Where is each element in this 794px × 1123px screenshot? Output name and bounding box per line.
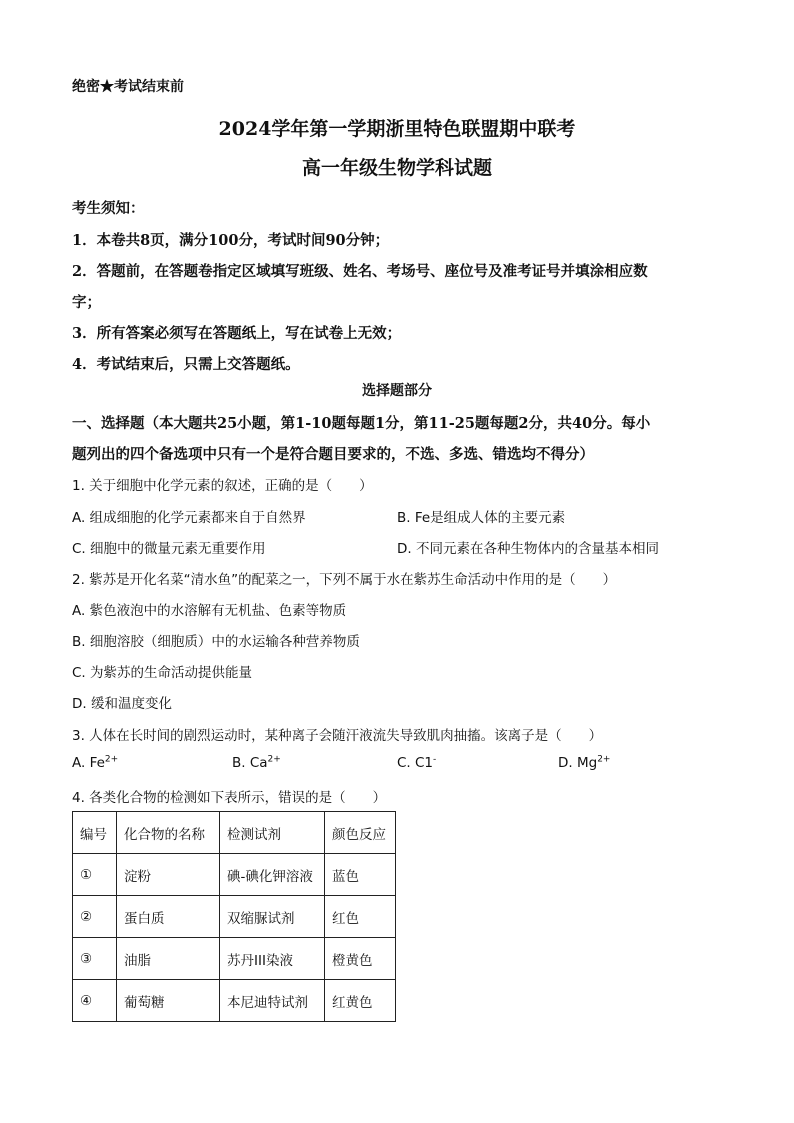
question-3-option-a [72,755,118,771]
table-cell: 碘-碘化钾溶液 [220,854,325,896]
table-cell: 蛋白质 [117,896,220,938]
question-2-option-a: A. 紫色液泡中的水溶解有无机盐、色素等物质 [72,603,347,619]
confidentiality-mark: 绝密★考试结束前 [72,79,184,95]
ion-charge: 2+ [267,754,281,765]
question-3-stem: 3. 人体在长时间的剧烈运动时，某种离子会随汗液流失导致肌肉抽搐。该离子是（ ） [72,728,603,744]
table-cell: 橙黄色 [325,938,396,980]
exam-title: 2024学年第一学期浙里特色联盟期中联考 [218,118,576,140]
option-text: A. Fe [72,755,105,771]
option-text: B. Ca [232,755,268,771]
question-1-option-d: D. 不同元素在各种生物体内的含量基本相同 [397,541,659,557]
option-text: D. Mg [558,755,598,771]
question-3-option-d [558,755,610,771]
table-cell: ① [73,854,117,896]
ion-charge: 2+ [597,754,611,765]
table-cell: ③ [73,938,117,980]
table-cell: 红色 [325,896,396,938]
notice-item: 2．答题前，在答题卷指定区域填写班级、姓名、考场号、座位号及准考证号并填涂相应数 [72,263,648,280]
table-cell: 红黄色 [325,980,396,1022]
ion-charge: 2+ [104,754,119,765]
exam-subtitle: 高一年级生物学科试题 [301,157,492,179]
question-2-option-b: B. 细胞溶胶（细胞质）中的水运输各种营养物质 [72,634,360,650]
question-4-stem: 4. 各类化合物的检测如下表所示，错误的是（ ） [72,790,387,806]
section-instruction: 题列出的四个备选项中只有一个是符合题目要求的，不选、多选、错选均不得分） [72,446,594,463]
table-row [73,896,396,938]
table-header-row [73,812,396,854]
notice-heading: 考生须知： [72,200,145,217]
question-2-option-d: D. 缓和温度变化 [72,696,172,712]
table-cell: 淀粉 [117,854,220,896]
question-1-option-a: A. 组成细胞的化学元素都来自于自然界 [72,510,306,526]
notice-item: 4．考试结束后，只需上交答题纸。 [72,356,300,373]
table-header-cell: 检测试剂 [220,812,325,854]
table-cell: 本尼迪特试剂 [220,980,325,1022]
ion-charge: - [433,754,437,765]
option-text: C. C1 [397,755,434,771]
notice-item: 1．本卷共8页，满分100分，考试时间90分钟； [72,232,390,249]
table-header-cell: 化合物的名称 [117,812,220,854]
question-2-stem: 2. 紫苏是开化名菜“清水鱼”的配菜之一，下列不属于水在紫苏生命活动中作用的是（ ） [72,572,617,588]
table-cell: 蓝色 [325,854,396,896]
table-cell: 苏丹III染液 [220,938,325,980]
question-1-option-b: B. Fe是组成人体的主要元素 [397,510,566,526]
detection-table [72,811,396,1022]
question-3-option-b [232,755,281,771]
table-cell: 油脂 [117,938,220,980]
notice-item: 3．所有答案必须写在答题纸上，写在试卷上无效； [72,325,402,342]
question-1-option-c: C. 细胞中的微量元素无重要作用 [72,541,266,557]
table-row [73,938,396,980]
table-cell: 葡萄糖 [117,980,220,1022]
table-cell: ④ [73,980,117,1022]
section-instruction: 一、选择题（本大题共25小题，第1-10题每题1分，第11-25题每题2分，共40分。每小 [72,415,651,432]
table-row [73,980,396,1022]
notice-item: 字； [72,294,101,311]
table-cell: 双缩脲试剂 [220,896,325,938]
section-title: 选择题部分 [362,383,432,399]
question-1-stem: 1. 关于细胞中化学元素的叙述，正确的是（ ） [72,478,373,494]
table-header-cell: 颜色反应 [325,812,396,854]
question-2-option-c: C. 为紫苏的生命活动提供能量 [72,665,253,681]
table-cell: ② [73,896,117,938]
table-row [73,854,396,896]
table-header-cell: 编号 [73,812,117,854]
question-3-option-c [397,755,436,771]
